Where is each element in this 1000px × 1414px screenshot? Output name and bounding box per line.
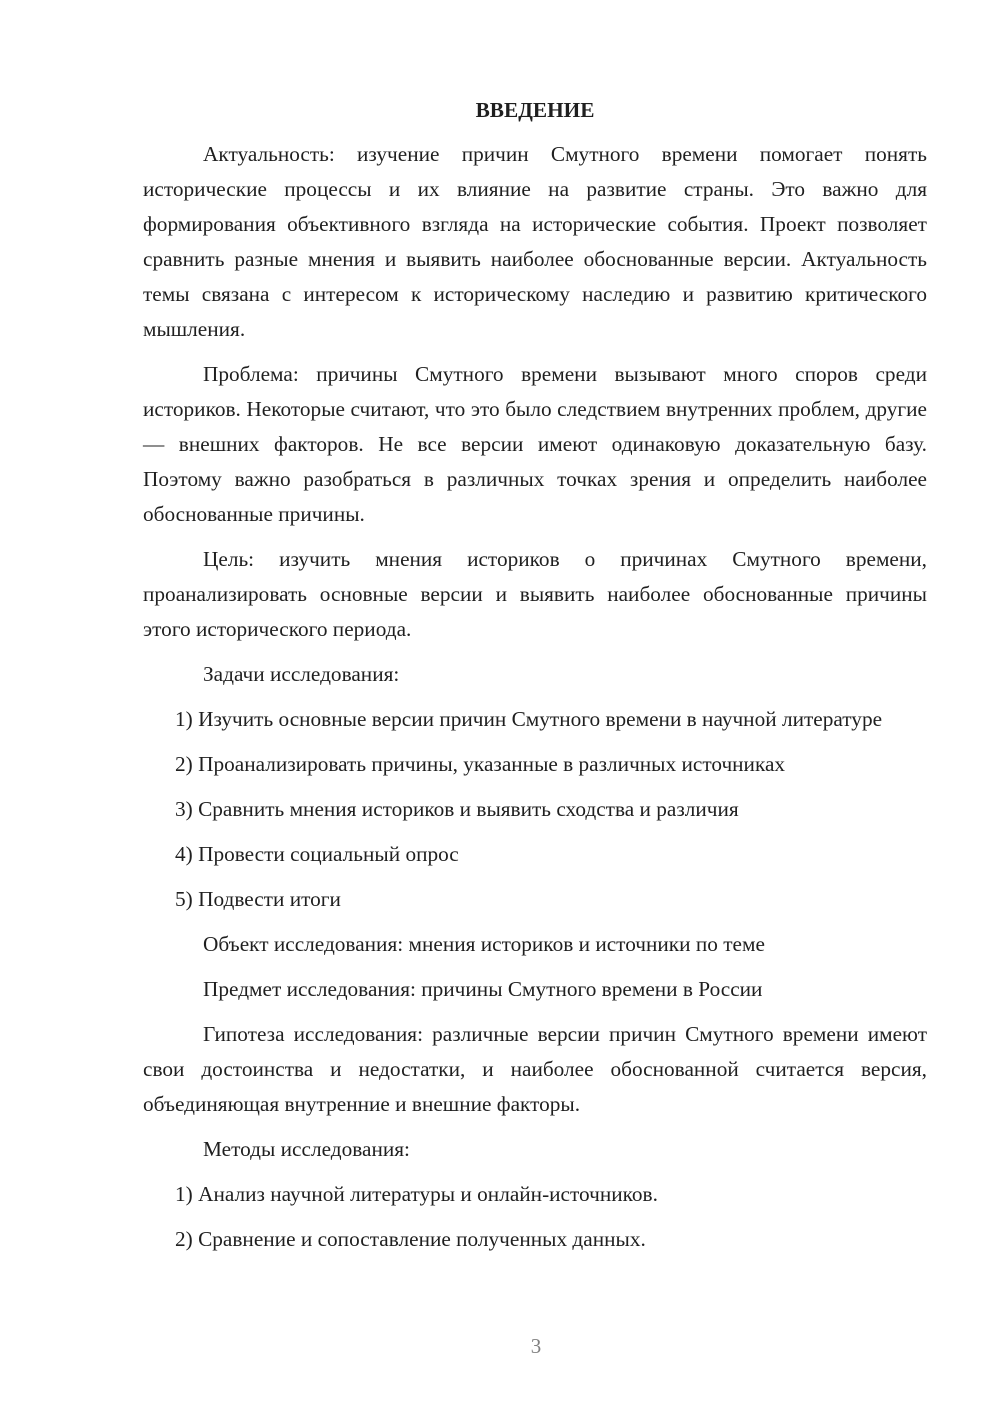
subject-paragraph: Предмет исследования: причины Смутного времени в России — [203, 977, 763, 1001]
tasks-title: Задачи исследования: — [203, 662, 400, 686]
task-item-2: 2) Проанализировать причины, указанные в различных источниках — [175, 752, 786, 776]
task-item-5: 5) Подвести итоги — [175, 887, 341, 911]
method-item-1: 1) Анализ научной литературы и онлайн-источников. — [175, 1182, 658, 1206]
object-paragraph: Объект исследования: мнения историков и источники по теме — [203, 932, 765, 956]
task-item-4: 4) Провести социальный опрос — [175, 842, 459, 866]
relevance-paragraph: Актуальность: изучение причин Смутного времени помогает понять исторические процессы и их влияние на развитие страны. Это важно для формирования объективного взгляда на исторические события. Проект позволяет сравнить разные мнения и выявить наиболее обоснованные версии. Актуальность темы связана с интересом к историческому наследию и развитию критического мышления. — [143, 142, 927, 341]
page-number: 3 — [530, 1334, 542, 1358]
document-page — [143, 96, 927, 1267]
hypothesis-paragraph: Гипотеза исследования: различные версии причин Смутного времени имеют свои достоинства и недостатки, и наиболее обоснованной считается версия, объединяющая внутренние и внешние факторы. — [143, 1022, 927, 1116]
method-item-2: 2) Сравнение и сопоставление полученных данных. — [175, 1227, 646, 1251]
task-item-3: 3) Сравнить мнения историков и выявить сходства и различия — [175, 797, 739, 821]
methods-title: Методы исследования: — [203, 1137, 410, 1161]
problem-paragraph: Проблема: причины Смутного времени вызывают много споров среди историков. Некоторые считают, что это было следствием внутренних проблем, другие — внешних факторов. Не все версии имеют одинаковую доказательную базу. Поэтому важно разобраться в различных точках зрения и определить наиболее обоснованные причины. — [143, 362, 927, 526]
goal-paragraph: Цель: изучить мнения историков о причинах Смутного времени, проанализировать основные версии и выявить наиболее обоснованные причины этого исторического периода. — [143, 547, 927, 641]
task-item-1: 1) Изучить основные версии причин Смутного времени в научной литературе — [175, 707, 883, 731]
section-heading: ВВЕДЕНИЕ — [475, 98, 595, 122]
